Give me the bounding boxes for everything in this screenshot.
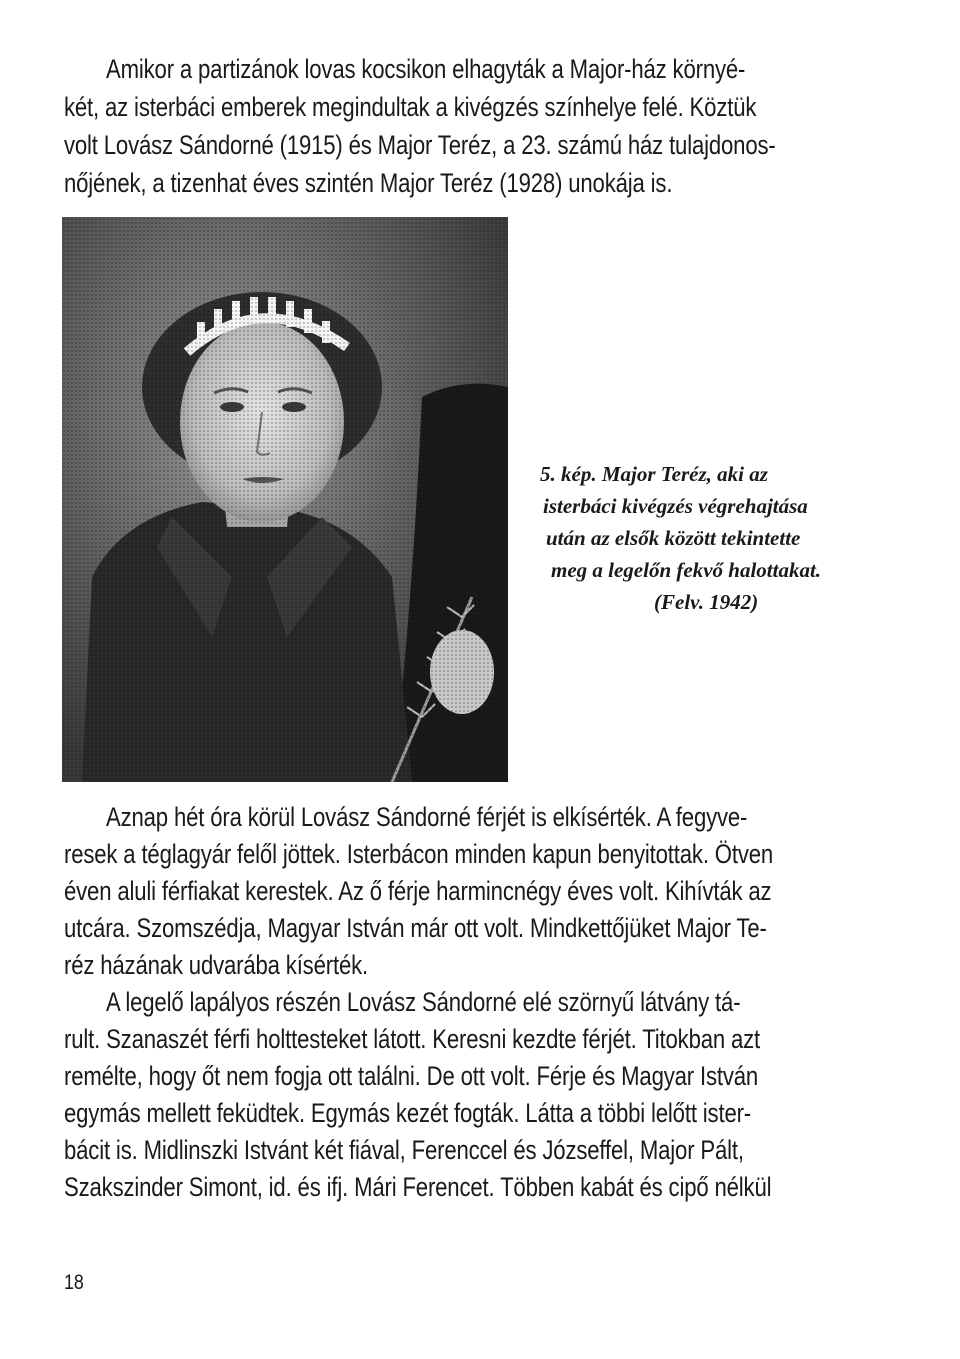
caption-line: 5. kép. Major Teréz, aki az (540, 462, 768, 486)
text-line: bácit is. Midlinszki Istvánt két fiával, Ferenccel és Józseffel, Major Pált, (64, 1135, 744, 1165)
text-line: volt Lovász Sándorné (1915) és Major Teréz, a 23. számú ház tulajdonos- (64, 130, 776, 160)
text-line: réz házának udvarába kísérték. (64, 950, 368, 980)
text-line: remélte, hogy őt nem fogja ott találni. De ott volt. Férje és Magyar István (64, 1061, 759, 1091)
text-line: A legelő lapályos részén Lovász Sándorné elé szörnyű látvány tá- (106, 987, 741, 1017)
caption-line: után az elsők között tekintette (546, 526, 801, 550)
portrait-photo (62, 217, 508, 782)
text-line: két, az isterbáci emberek megindultak a kivégzés színhelye felé. Köztük (64, 92, 757, 122)
text-line: utcára. Szomszédja, Magyar István már ott volt. Mindkettőjüket Major Te- (64, 913, 767, 943)
page-number: 18 (64, 1271, 84, 1294)
text-line: Szakszinder Simont, id. és ifj. Mári Ferencet. Többen kabát és cipő nélkül (64, 1172, 772, 1202)
portrait-photo-image (62, 217, 508, 782)
text-line: resek a téglagyár felől jöttek. Isterbácon minden kapun benyitottak. Ötven (64, 839, 774, 869)
text-line: Aznap hét óra körül Lovász Sándorné férjét is elkísérték. A fegyve- (106, 802, 748, 832)
text-line: Amikor a partizánok lovas kocsikon elhagyták a Major-ház környé- (106, 54, 746, 84)
text-line: nőjének, a tizenhat éves szintén Major Teréz (1928) unokája is. (64, 168, 673, 198)
caption-line: meg a legelőn fekvő halottakat. (551, 558, 822, 582)
text-line: egymás mellett feküdtek. Egymás kezét fogták. Látta a többi lelőtt ister- (64, 1098, 752, 1128)
caption-line: (Felv. 1942) (654, 590, 759, 614)
text-line: rult. Szanaszét férfi holttesteket látott. Keresni kezdte férjét. Titokban azt (64, 1024, 761, 1054)
text-line: éven aluli férfiakat kerestek. Az ő férje harmincnégy éves volt. Kihívták az (64, 876, 772, 906)
caption-line: isterbáci kivégzés végrehajtása (543, 494, 808, 518)
